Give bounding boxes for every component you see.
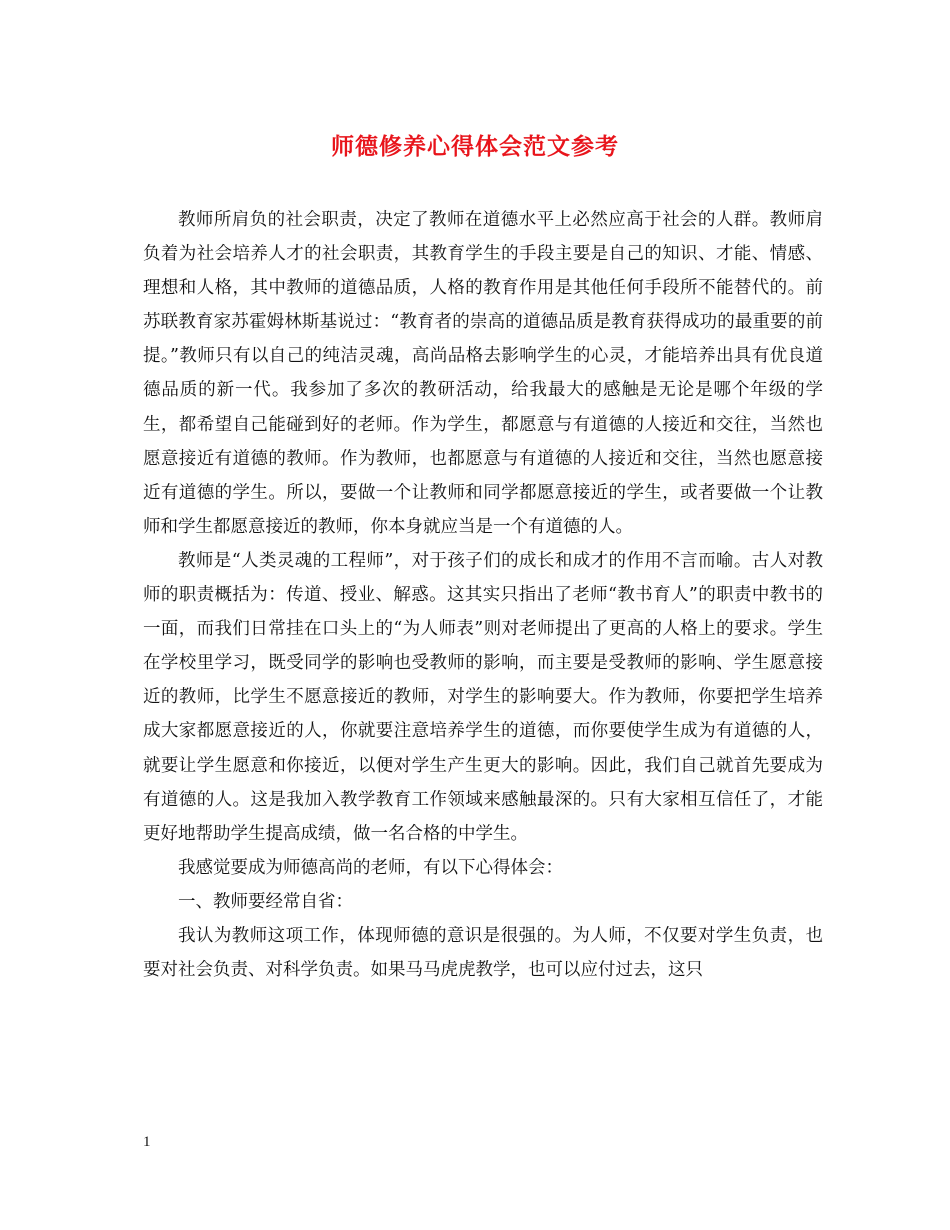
paragraph-4: 我认为教师这项工作，体现师德的意识是很强的。为人师，不仅要对学生负责，也要对社会负责、对科学负责。如果马马虎虎教学，也可以应付过去，这只 [143, 925, 823, 981]
paragraph-1: 教师所肩负的社会职责，决定了教师在道德水平上必然应高于社会的人群。教师肩负着为社会培养人才的社会职责，其教育学生的手段主要是自己的知识、才能、情感、理想和人格，其中教师的道德品质，人格的教育作用是其他任何手段所不能替代的。前苏联教育家苏霍姆林斯基说过：“教育者的崇高的道德品质是教育获得成功的最重要的前提。”教师只有以自己的纯洁灵魂，高尚品格去影响学生的心灵，才能培养出具有优良道德品质的新一代。我参加了多次的教研活动，给我最大的感触是无论是哪个年级的学生，都希望自己能碰到好的老师。作为学生，都愿意与有道德的人接近和交往，当然也愿意接近有道德的教师。作为教师，也都愿意与有道德的人接近和交往，当然也愿意接近有道德的学生。所以，要做一个让教师和同学都愿意接近的学生，或者要做一个让教师和学生都愿意接近的教师，你本身就应当是一个有道德的人。 [143, 210, 823, 537]
paragraph-3: 我感觉要成为师德高尚的老师，有以下心得体会： [178, 857, 563, 878]
page-number: 1 [143, 1134, 151, 1150]
document-body [143, 203, 823, 987]
section-heading-1: 一、教师要经常自省： [178, 891, 353, 912]
document-title: 师德修养心得体会范文参考 [331, 133, 619, 160]
paragraph-2: 教师是“人类灵魂的工程师”，对于孩子们的成长和成才的作用不言而喻。古人对教师的职责概括为：传道、授业、解惑。这其实只指出了老师“教书育人”的职责中教书的一面，而我们日常挂在口头上的“为人师表”则对老师提出了更高的人格上的要求。学生在学校里学习，既受同学的影响也受教师的影响，而主要是受教师的影响、学生愿意接近的教师，比学生不愿意接近的教师，对学生的影响要大。作为教师，你要把学生培养成大家都愿意接近的人，你就要注意培养学生的道德，而你要使学生成为有道德的人，就要让学生愿意和你接近，以便对学生产生更大的影响。因此，我们自己就首先要成为有道德的人。这是我加入教学教育工作领域来感触最深的。只有大家相互信任了，才能更好地帮助学生提高成绩，做一名合格的中学生。 [143, 550, 823, 844]
